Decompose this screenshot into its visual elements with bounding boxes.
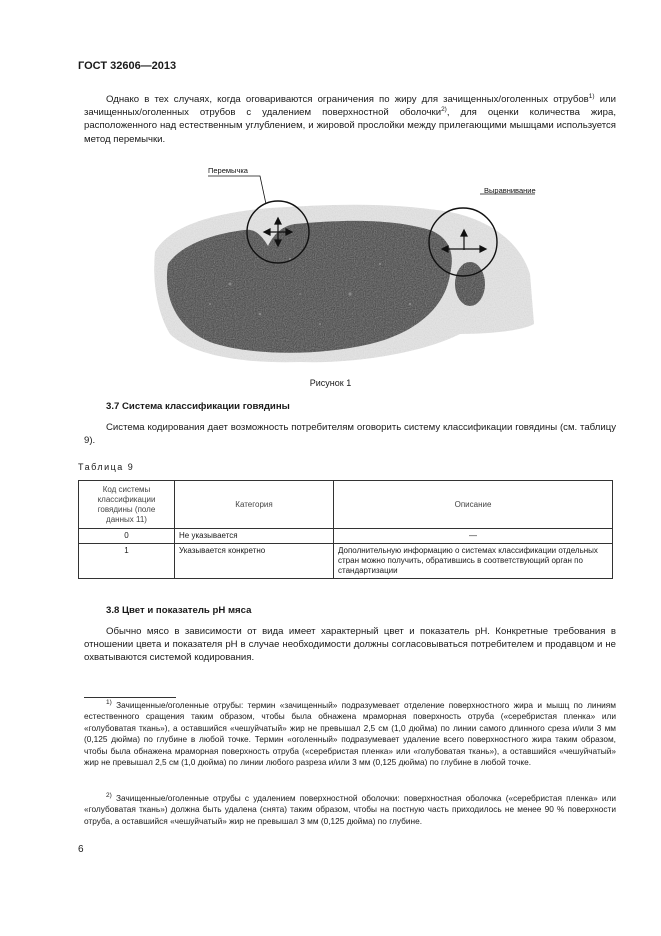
section-3-7-heading: 3.7 Система классификации говядины	[106, 401, 290, 412]
footnote-1	[84, 700, 616, 768]
table-row	[79, 529, 613, 544]
footnote-2-mark: 2)	[106, 792, 112, 800]
table-row	[79, 544, 613, 579]
para1-text-c: , для оценки количества жира, расположенного над естественным углублением, и жировой прослойки между прилегающими мышцами используется метод перемычки.	[84, 107, 616, 145]
cell-code: 1	[79, 544, 175, 579]
document-standard-header: ГОСТ 32606—2013	[78, 60, 177, 72]
footnote-2-text: Зачищенные/оголенные отрубы с удалением поверхностной оболочки: поверхностная оболочка («серебристая пленка» или «голубоватая ткань») должна быть удалена (снята) таким образом, чтобы на постную часть приходилось не менее 90 % поверхности отруба, а оставшийся «чешуйчатый» жир не превышал 3 мм (0,125 дюйма) по глубине.	[84, 793, 616, 826]
section-3-7-text: Система кодирования дает возможность потребителям оговорить систему классификации говядины (см. таблицу 9).	[84, 422, 616, 447]
para1-text-b: или зачищенных/оголенных отрубов с удалением поверхностной оболочки	[84, 94, 617, 119]
header-code: Код системы классификации говядины (поле данных 11)	[79, 481, 175, 529]
header-description: Описание	[334, 481, 613, 529]
label-alignment: Выравнивание	[484, 186, 536, 195]
intro-paragraph	[84, 93, 616, 146]
table-caption: Таблица 9	[78, 462, 135, 472]
footnote-separator	[84, 697, 176, 698]
cell-code: 0	[79, 529, 175, 544]
footnote-1-text: Зачищенные/оголенные отрубы: термин «зачищенный» подразумевает отделение поверхностного жира и мышц по линиям естественного сращения таким образом, чтобы была обнажена мраморная поверхность отруба («серебристая пленка» или «голубоватая ткань»), а оставшийся «чешуйчатый» жир не превышал 2,5 см (1,0 дюйма) по линии самого длинного среза и/или 3 мм (0,125 дюйма) по глубине в любой точке. Термин «оголенный» подразумевает удаление всего поверхностного жира таким образом, чтобы была обнажена мраморная поверхность отруба («серебристая пленка» или «голубоватая ткань»), а оставшийся «чешуйчатый» жир не превышал 2,5 см (1,0 дюйма) по линии любого разреза и/или 3 мм (0,125 дюйма) по глубине в любой точке.	[84, 700, 616, 768]
cell-description: Дополнительную информацию о системах классификации отдельных стран можно получить, обратившись в соответствующий орган по стандартизации	[334, 544, 613, 579]
figure-caption: Рисунок 1	[309, 378, 352, 388]
section-3-8-text: Обычно мясо в зависимости от вида имеет характерный цвет и показатель pH. Конкретные требования в отношении цвета и показателя pH в случае необходимости должны согласовываться потребителем и продавцом и не охватываются системой кодирования.	[84, 626, 616, 664]
para1-text-a: Однако в тех случаях, когда оговариваются ограничения по жиру для зачищенных/оголенных отрубов	[106, 94, 589, 105]
cell-category: Не указывается	[175, 529, 334, 544]
table-header-row	[79, 481, 613, 529]
meat-cut-figure	[150, 164, 535, 374]
footnote-ref-1: 1)	[588, 92, 595, 100]
footnote-1-mark: 1)	[106, 699, 112, 707]
section-3-8-heading: 3.8 Цвет и показатель pH мяса	[106, 605, 252, 616]
label-leader-left	[208, 176, 266, 204]
header-category: Категория	[175, 481, 334, 529]
footnote-ref-2: 2)	[441, 106, 447, 114]
cell-description: —	[334, 529, 613, 544]
label-bridge: Перемычка	[208, 166, 248, 175]
page-number: 6	[78, 844, 84, 855]
footnote-2	[84, 793, 616, 827]
small-muscle	[455, 262, 485, 306]
cell-category: Указывается конкретно	[175, 544, 334, 579]
classification-table	[78, 480, 613, 579]
